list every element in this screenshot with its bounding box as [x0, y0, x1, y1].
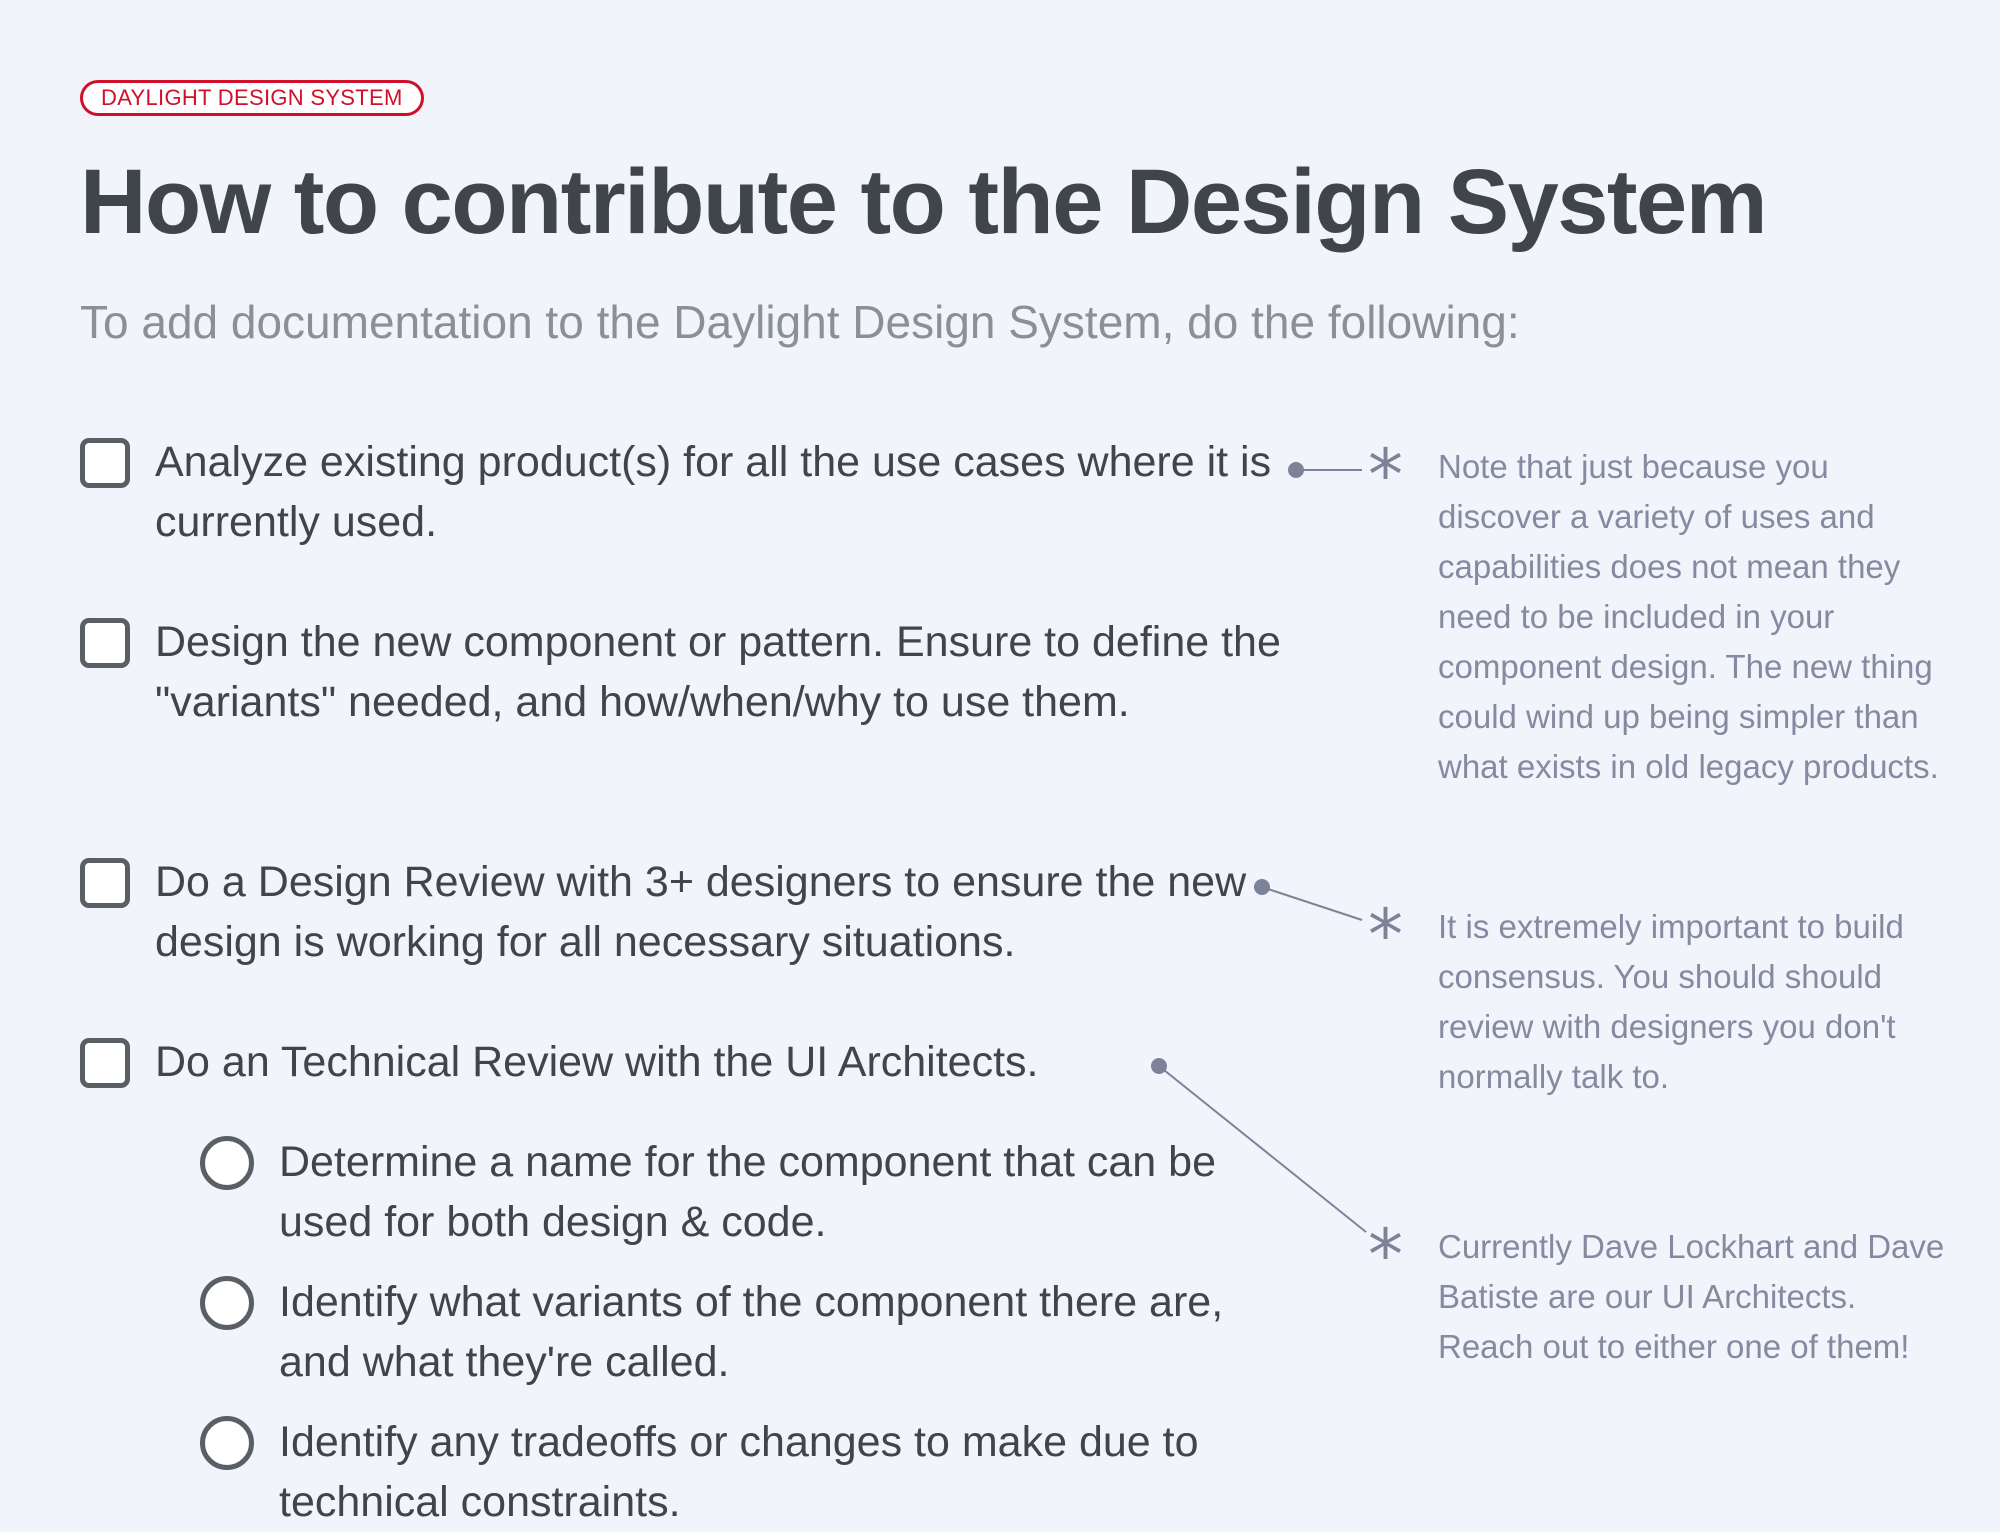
checklist-item-text: Design the new component or pattern. Ensure to define the "variants" needed, and how/when/why to use them. [155, 618, 1281, 726]
side-note: It is extremely important to build consensus. You should should review with designers you don't normally talk to. [1438, 908, 1904, 1095]
asterisk-icon: * [1368, 1214, 1403, 1296]
checklist-item-text: Do an Technical Review with the UI Architects. [155, 1038, 1039, 1086]
page-title: How to contribute to the Design System [80, 151, 1767, 253]
design-system-badge: DAYLIGHT DESIGN SYSTEM [80, 80, 424, 116]
page-subtitle: To add documentation to the Daylight Design System, do the following: [80, 296, 1520, 348]
connector-line [1159, 1066, 1366, 1232]
sub-checklist-item-text: Identify what variants of the component there are, and what they're called. [279, 1278, 1224, 1386]
checklist-item-text: Do a Design Review with 3+ designers to ensure the new design is working for all necessary situations. [155, 858, 1247, 966]
asterisk-icon: * [1368, 434, 1403, 516]
sub-checklist-item-text: Determine a name for the component that can be used for both design & code. [279, 1138, 1216, 1246]
checklist-item-text: Analyze existing product(s) for all the use cases where it is currently used. [155, 438, 1272, 546]
asterisk-icon: * [1368, 894, 1403, 976]
connector-line [1262, 887, 1362, 920]
sub-checklist-item-text: Identify any tradeoffs or changes to make due to technical constraints. [279, 1418, 1199, 1526]
side-note: Currently Dave Lockhart and Dave Batiste are our UI Architects. Reach out to either one of them! [1438, 1228, 1945, 1365]
side-note: Note that just because you discover a variety of uses and capabilities does not mean they need to be included in your component design. The new thing could wind up being simpler than what exists in old legacy products. [1438, 448, 1939, 785]
